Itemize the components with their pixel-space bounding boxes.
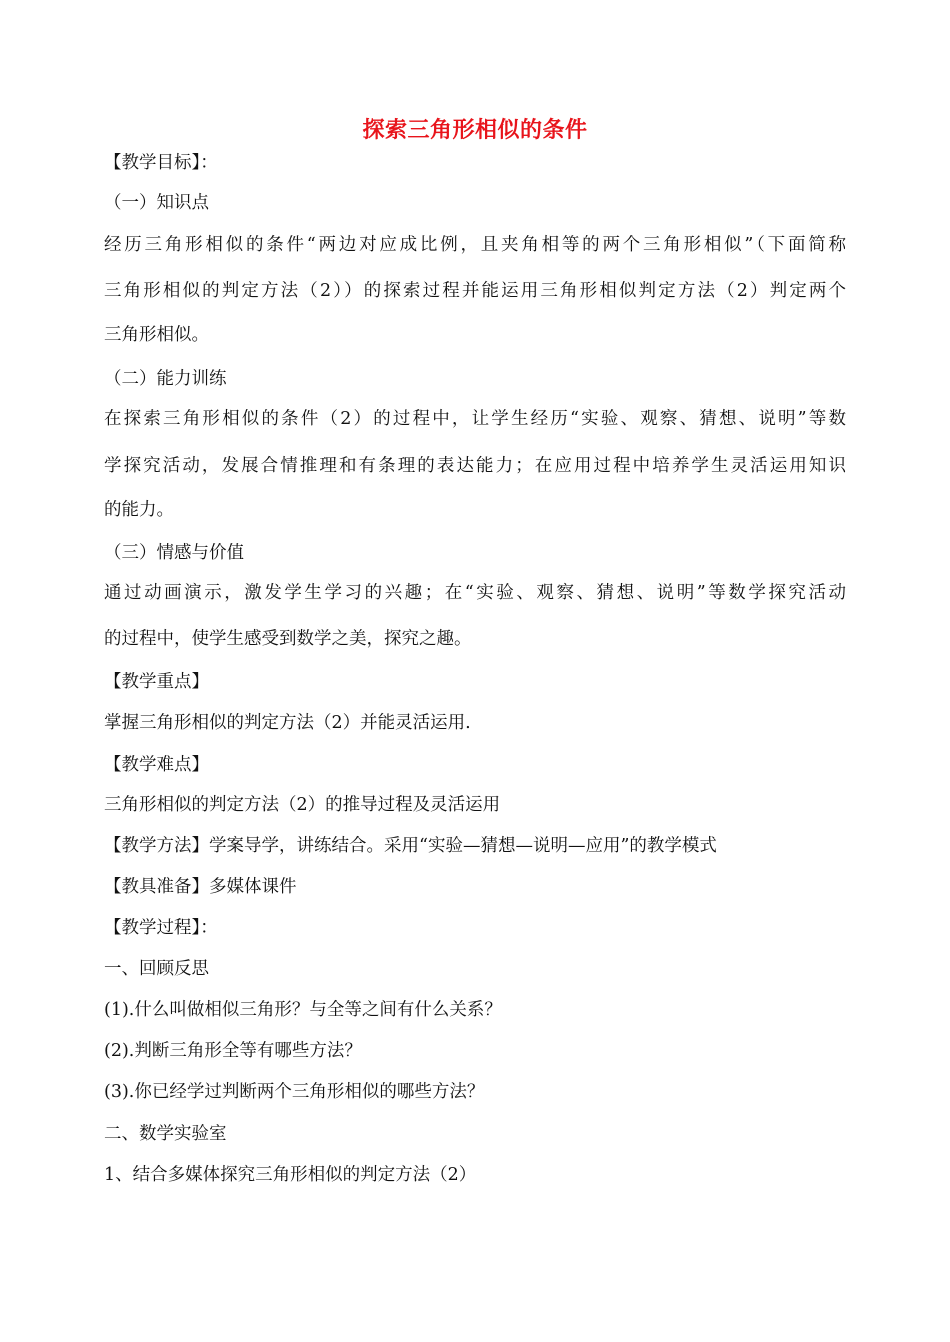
- section-heading-difficulties: 【教学难点】: [104, 755, 209, 775]
- list-item: (2).判断三角形全等有哪些方法？: [104, 1041, 362, 1061]
- paragraph-line: 学探究活动，发展合情推理和有条理的表达能力；在应用过程中培养学生灵活运用知识: [104, 456, 846, 476]
- paragraph-line: 的过程中，使学生感受到数学之美，探究之趣。: [104, 629, 472, 649]
- section-heading-teaching-process: 【教学过程】：: [104, 918, 218, 938]
- subheading-review: 一、回顾反思: [104, 959, 209, 979]
- paragraph-line: 的能力。: [104, 500, 174, 520]
- section-heading-teaching-goals: 【教学目标】：: [104, 153, 218, 173]
- paragraph-line: 通过动画演示，激发学生学习的兴趣；在“实验、观察、猜想、说明”等数学探究活动: [104, 583, 846, 603]
- paragraph-line: 在探索三角形相似的条件（2）的过程中，让学生经历“实验、观察、猜想、说明”等数: [104, 409, 846, 429]
- paragraph-line: 三角形相似的判定方法（2））的探索过程并能运用三角形相似判定方法（2）判定两个: [104, 281, 846, 301]
- subheading-emotion-values: （三）情感与价值: [104, 543, 244, 563]
- subheading-knowledge: （一）知识点: [104, 193, 209, 213]
- list-item: (1).什么叫做相似三角形？与全等之间有什么关系？: [104, 1000, 502, 1020]
- section-heading-teaching-method: 【教学方法】学案导学，讲练结合。采用“实验—猜想—说明—应用”的教学模式: [104, 836, 717, 856]
- document-title: 探索三角形相似的条件: [362, 118, 588, 143]
- paragraph-line: 三角形相似的判定方法（2）的推导过程及灵活运用: [104, 795, 501, 815]
- list-item: (3).你已经学过判断两个三角形相似的哪些方法？: [104, 1082, 485, 1102]
- list-item: 1、结合多媒体探究三角形相似的判定方法（2）: [104, 1165, 477, 1185]
- paragraph-line: 掌握三角形相似的判定方法（2）并能灵活运用.: [104, 713, 471, 733]
- paragraph-line: 三角形相似。: [104, 325, 209, 345]
- section-heading-key-points: 【教学重点】: [104, 672, 209, 692]
- paragraph-line: 经历三角形相似的条件“两边对应成比例，且夹角相等的两个三角形相似”（下面简称: [104, 235, 846, 255]
- subheading-ability: （二）能力训练: [104, 369, 227, 389]
- subheading-math-lab: 二、数学实验室: [104, 1124, 227, 1144]
- section-heading-teaching-aids: 【教具准备】多媒体课件: [104, 877, 297, 897]
